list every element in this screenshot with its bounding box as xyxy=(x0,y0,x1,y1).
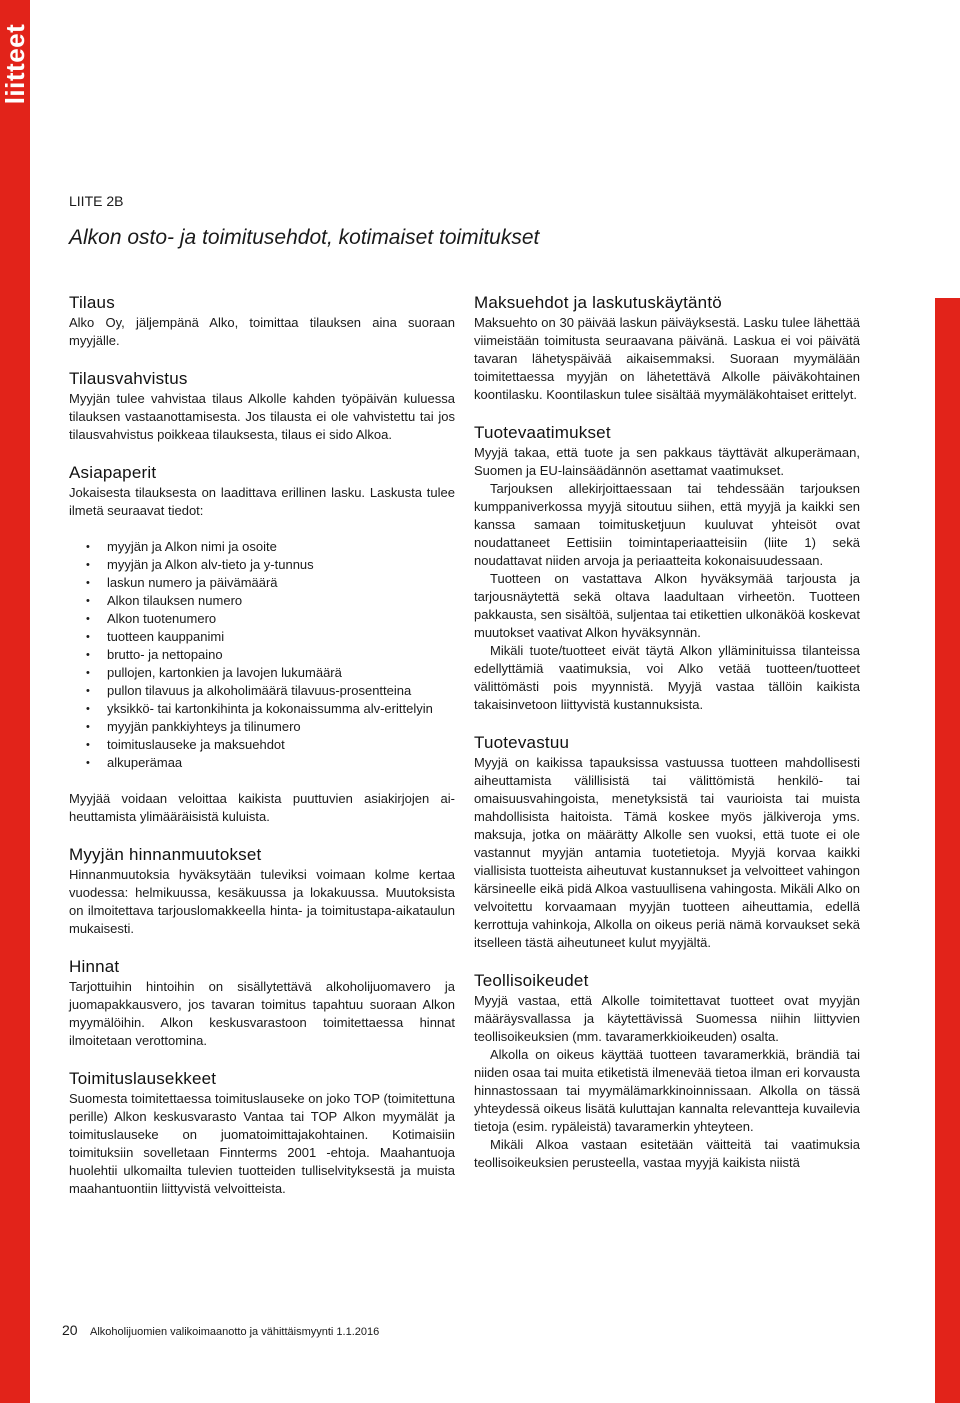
list-item: • tuotteen kauppanimi xyxy=(69,628,455,646)
list-item: • brutto- ja nettopaino xyxy=(69,646,455,664)
section-text: Tarjottuihin hintoihin on sisällytettävä alkoholijuomavero ja juomapakkausvero, jos tavaran toimitus tapahtuu suoraan Alkon myymälöihin. Alkon keskusvarastoon toimitettaessa hinnat ilmoitetaan verottomina. xyxy=(69,979,455,1048)
section-heading: Tilaus xyxy=(69,293,115,312)
side-tab xyxy=(0,0,30,1403)
document-title: Alkon osto- ja toimitusehdot, kotimaiset toimitukset xyxy=(69,226,540,249)
side-tab-label: liitteet xyxy=(0,23,30,105)
section-heading: Toimituslausekkeet xyxy=(69,1069,217,1088)
section-heading: Asiapaperit xyxy=(69,463,157,482)
right-column xyxy=(474,292,860,1172)
left-column xyxy=(69,292,455,1198)
invoice-details-list xyxy=(69,538,455,772)
section-text: Alkolla on oikeus käyttää tuotteen tavaramerkkiä, brändiä tai niiden osaa tai muita etiketistä ilmenevää tietoa ilman eri korvausta hinnastossaan tai myymälämarkkinoinnissaan. Alkolla on tässä yhteydessä oikeus lisätä kuluttajan kannalta relevantteja kuvailevia tietoja (esim. rypäleistä) tavaramerkin yhteyteen. xyxy=(474,1047,860,1134)
section-text: Myyjä on kaikissa tapauksissa vastuussa tuotteen mahdollisesti aiheuttamista välillisistä tai välittömistä henkilö- tai omaisuusvahingoista, menetyksistä tai vaurioista tai muista mahdollisista haitoista. Tämä koskee myös jälkiveroja yms. maksuja, jotka on määrätty Alkolle sen vuoksi, että tuote ei ole vastannut myyjän antamia tuotetietoja. Myyjä korvaa kaikki viallisista tuotteista aiheutuvat kustannukset ja velvoitteet vahingon kärsineelle eikä pidä Alkoa vastuullisena vahingosta. Mikäli Alko on velvoitettu korvaamaan myyjän tuotteen aiheuttamia, edellä kerrottuja vahinkoja, Alkolla on oikeus periä nämä korvaukset sekä itselleen tästä aiheutuneet kulut myyjältä. xyxy=(474,755,860,950)
section-heading: Maksuehdot ja laskutuskäytäntö xyxy=(474,293,722,312)
list-item: • pullon tilavuus ja alkoholimäärä tilavuus-prosentteina xyxy=(69,682,455,700)
list-item: • alkuperämaa xyxy=(69,754,455,772)
section-heading: Tuotevaatimukset xyxy=(474,423,611,442)
list-item: • Alkon tilauksen numero xyxy=(69,592,455,610)
section-tilaus xyxy=(69,292,455,350)
section-tuotevaatimukset xyxy=(474,422,860,714)
list-item: • myyjän pankkiyhteys ja tilinumero xyxy=(69,718,455,736)
list-item: • yksikkö- tai kartonkihinta ja kokonaissumma alv-erittelyin xyxy=(69,700,455,718)
section-text: Myyjä vastaa, että Alkolle toimitettavat tuotteet ovat myyjän määräysvallassa ja käytettävissä Suomessa niihin liittyvien teollisoikeuksien (mm. tavaramerkkioikeuden) osalta. xyxy=(474,993,860,1044)
appendix-label: LIITE 2B xyxy=(69,193,124,209)
section-hinnanmuutokset xyxy=(69,844,455,938)
list-item: • toimituslauseke ja maksuehdot xyxy=(69,736,455,754)
section-maksuehdot xyxy=(474,292,860,404)
section-toimituslausekkeet xyxy=(69,1068,455,1198)
page-number: 20 xyxy=(62,1322,78,1338)
section-teollisoikeudet xyxy=(474,970,860,1172)
section-text: Jokaisesta tilauksesta on laadittava erillinen lasku. Laskusta tulee ilmetä seuraavat tiedot: xyxy=(69,485,455,518)
right-edge-bar xyxy=(935,298,960,1403)
section-text: Myyjän tulee vahvistaa tilaus Alkolle kahden työpäivän kuluessa tilauksen vastaanottamisesta. Jos tilausta ei ole vahvistettu tai jos tilausvahvistus poikkeaa tilauksesta, tilaus ei sido Alkoa. xyxy=(69,391,455,442)
section-heading: Tuotevastuu xyxy=(474,733,570,752)
section-text: Mikäli Alkoa vastaan esitetään väitteitä tai vaatimuksia teollisoikeuksien perusteella, vastaa myyjä kaikista niistä xyxy=(474,1137,860,1170)
section-hinnat xyxy=(69,956,455,1050)
section-text: Tuotteen on vastattava Alkon hyväksymää tarjousta ja tarjousnäytettä sekä oltava laadultaan virheetön. Tuotteen pakkausta, sen sisältöä, suljentaa tai etikettien ulkonäköä koskevat muutokset vaativat Alkon hyväksynnän. xyxy=(474,571,860,640)
section-text: Maksuehto on 30 päivää laskun päiväyksestä. Lasku tulee lähettää viimeistään toimitusta seuraavana päivänä. Laskua ei voi päivätä tavaran lähetyspäivää aikaisemmaksi. Suoraan myymälään toimitettaessa myyjän on lähetettävä Alkolle päiväkohtainen koontilasku. Koontilaskun tulee sisältää myymäläkohtaiset erittelyt. xyxy=(474,315,860,402)
section-text: Mikäli tuote/tuotteet eivät täytä Alkon ylläminituissa tilanteissa edellyttämiä vaatimuksia, voi Alko vetää tuotteen/tuotteet välittömästi pois myynnistä. Myyjä vastaa tällöin kaikista takaisinvetoon liittyvistä kustannuksista. xyxy=(474,643,860,712)
section-tilausvahvistus xyxy=(69,368,455,444)
section-heading: Tilausvahvistus xyxy=(69,369,188,388)
list-item: • pullojen, kartonkien ja lavojen lukumäärä xyxy=(69,664,455,682)
list-item: • laskun numero ja päivämäärä xyxy=(69,574,455,592)
section-text: Alko Oy, jäljempänä Alko, toimittaa tilauksen aina suoraan myyjälle. xyxy=(69,315,455,348)
page-footer xyxy=(62,1322,379,1338)
section-text: Tarjouksen allekirjoittaessaan tai tehdessään tarjouksen kumppaniverkossa myyjä sitoutuu siihen, että myyjä ja kaikki sen kanssa samaan toimitusketjuun kuuluvat yhteisöt ovat noudattaneet Eettisiin toimintaperiaatteisiin (liite 1) sekä noudattavat niiden arvoja ja periaatteita kokonaisuudessaan. xyxy=(474,481,860,568)
section-tuotevastuu xyxy=(474,732,860,952)
section-text: Myyjää voidaan veloittaa kaikista puuttuvien asiakirjojen aiheuttamista ylimääräisistä kuluista. xyxy=(69,791,455,824)
section-heading: Hinnat xyxy=(69,957,120,976)
list-item: • Alkon tuotenumero xyxy=(69,610,455,628)
section-text: Hinnanmuutoksia hyväksytään tuleviksi voimaan kolme kertaa vuodessa: helmikuussa, kesäkuussa ja lokakuussa. Muutoksista on ilmoitettava tarjouslomakkeella hinta- ja toimitustapa-aikataulun mukaisesti. xyxy=(69,867,455,936)
list-item: • myyjän ja Alkon nimi ja osoite xyxy=(69,538,455,556)
section-text: Suomesta toimitettaessa toimituslauseke on joko TOP (toimitettuna perille) Alkon keskusvarasto Vantaa tai TOP Alkon myymälät ja toimituslauseke on juomatoimittajakohtainen. Kotimaisiin toimituksiin sovelletaan Finnterms 2001 -ehtoja. Maahantuoja huolehtii ulkomailta tulevien tuotteiden tulliselvityksestä ja muista maahantuontiin liittyvistä velvoitteista. xyxy=(69,1091,455,1196)
section-asiapaperit xyxy=(69,462,455,826)
list-item: • myyjän ja Alkon alv-tieto ja y-tunnus xyxy=(69,556,455,574)
section-heading: Teollisoikeudet xyxy=(474,971,589,990)
footer-text: Alkoholijuomien valikoimaanotto ja vähittäismyynti 1.1.2016 xyxy=(90,1326,380,1338)
section-heading: Myyjän hinnanmuutokset xyxy=(69,845,262,864)
section-text: Myyjä takaa, että tuote ja sen pakkaus täyttävät alkuperämaan, Suomen ja EU-lainsäädännön asettamat vaatimukset. xyxy=(474,445,860,478)
